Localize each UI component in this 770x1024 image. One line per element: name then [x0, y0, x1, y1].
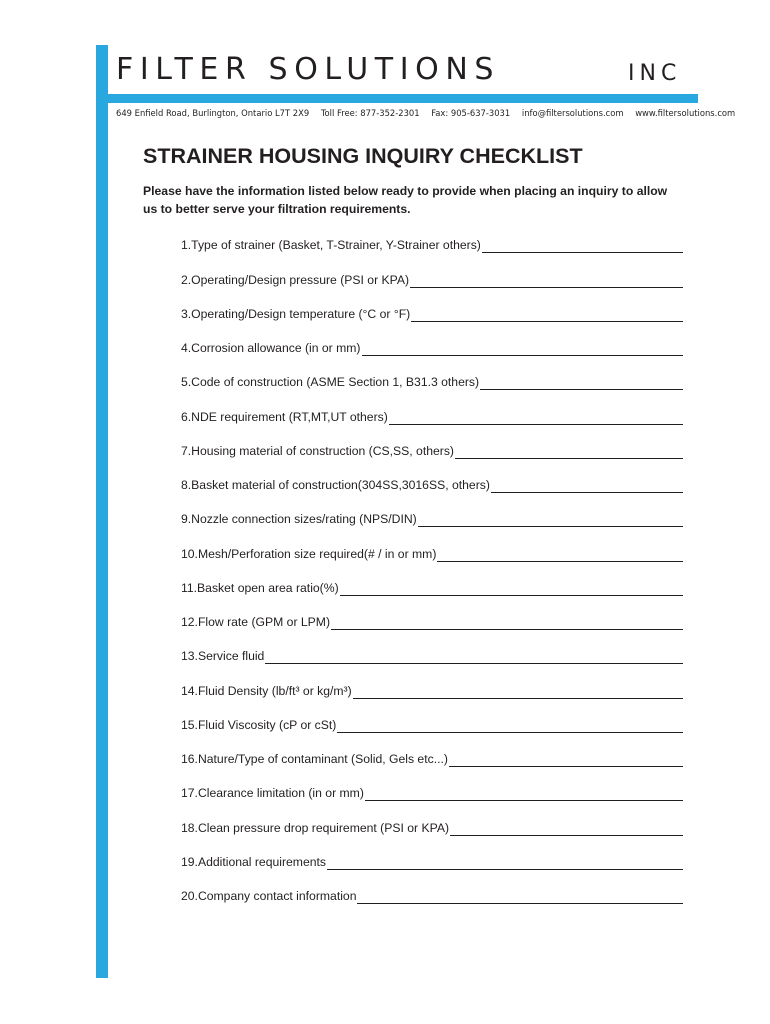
item-number: 5.	[181, 375, 192, 390]
checklist-item	[181, 751, 683, 785]
item-label: Operating/Design pressure (PSI or KPA)	[191, 272, 410, 287]
item-number: 11.	[181, 580, 198, 595]
answer-line[interactable]	[389, 412, 683, 425]
website: www.filtersolutions.com	[635, 108, 736, 118]
answer-line[interactable]	[437, 549, 683, 562]
answer-line[interactable]	[362, 343, 684, 356]
item-label: Nature/Type of contaminant (Solid, Gels etc...)	[197, 752, 448, 766]
item-number: 2.	[181, 272, 192, 287]
item-label: NDE requirement (RT,MT,UT others)	[191, 409, 388, 424]
checklist-item	[181, 545, 683, 579]
address: 649 Enfield Road, Burlington, Ontario L7T 2X9	[116, 108, 310, 118]
checklist-item	[181, 854, 683, 888]
item-label: Basket open area ratio(%)	[197, 580, 339, 595]
item-number: 14.	[181, 683, 198, 698]
answer-line[interactable]	[353, 686, 683, 699]
item-label: Clearance limitation (in or mm)	[197, 786, 364, 801]
answer-line[interactable]	[418, 514, 683, 527]
item-number: 3.	[181, 306, 192, 321]
item-number: 16.	[181, 752, 198, 766]
item-number: 15.	[181, 717, 198, 732]
checklist-item	[181, 443, 683, 477]
toll-free: Toll Free: 877-352-2301	[320, 108, 420, 118]
item-number: 9.	[181, 512, 192, 527]
contact-line	[116, 106, 735, 120]
checklist-item	[181, 819, 683, 853]
checklist-item	[181, 306, 683, 340]
answer-line[interactable]	[340, 583, 683, 596]
checklist-item	[181, 785, 683, 819]
answer-line[interactable]	[410, 275, 683, 288]
item-number: 17.	[181, 786, 198, 801]
item-label: Fluid Viscosity (cP or cSt)	[197, 717, 337, 732]
checklist-item	[181, 648, 683, 682]
checklist-item	[181, 340, 683, 374]
item-label: Type of strainer (Basket, T-Strainer, Y-Strainer others)	[191, 238, 481, 253]
checklist-item	[181, 614, 683, 648]
item-label: Flow rate (GPM or LPM)	[197, 615, 331, 629]
answer-line[interactable]	[449, 754, 683, 767]
item-label: Service fluid	[197, 649, 265, 664]
email: info@filtersolutions.com	[521, 108, 624, 118]
checklist	[181, 237, 683, 922]
item-number: 19.	[181, 854, 198, 869]
company-logo-suffix: INC	[628, 61, 682, 86]
item-number: 8.	[181, 478, 192, 492]
item-label: Clean pressure drop requirement (PSI or KPA)	[197, 820, 450, 835]
answer-line[interactable]	[331, 617, 683, 630]
item-number: 20.	[181, 889, 198, 903]
checklist-item	[181, 717, 683, 751]
answer-line[interactable]	[265, 651, 683, 664]
checklist-item	[181, 237, 683, 271]
answer-line[interactable]	[357, 891, 683, 904]
checklist-item	[181, 511, 683, 545]
checklist-item	[181, 580, 683, 614]
checklist-item	[181, 408, 683, 442]
item-label: Operating/Design temperature (°C or °F)	[191, 306, 411, 321]
answer-line[interactable]	[365, 788, 683, 801]
item-label: Corrosion allowance (in or mm)	[191, 341, 361, 355]
accent-bar-horizontal	[96, 94, 698, 103]
answer-line[interactable]	[491, 480, 683, 493]
item-number: 6.	[181, 409, 192, 424]
item-label: Fluid Density (lb/ft³ or kg/m³)	[197, 683, 352, 698]
item-number: 18.	[181, 820, 198, 835]
item-number: 4.	[181, 341, 192, 355]
answer-line[interactable]	[482, 240, 683, 253]
checklist-item	[181, 682, 683, 716]
answer-line[interactable]	[327, 857, 683, 870]
checklist-item	[181, 271, 683, 305]
checklist-item	[181, 477, 683, 511]
accent-bar-vertical	[96, 45, 108, 978]
answer-line[interactable]	[337, 720, 683, 733]
item-label: Housing material of construction (CS,SS, others)	[191, 443, 454, 458]
answer-line[interactable]	[411, 309, 683, 322]
item-label: Nozzle connection sizes/rating (NPS/DIN)	[191, 512, 417, 527]
company-logo: FILTER SOLUTIONS	[116, 52, 501, 87]
item-label: Basket material of construction(304SS,3016SS, others)	[191, 478, 490, 492]
page-title: STRAINER HOUSING INQUIRY CHECKLIST	[143, 144, 583, 168]
item-label: Additional requirements	[197, 854, 326, 869]
item-label: Code of construction (ASME Section 1, B31.3 others)	[191, 375, 480, 390]
item-number: 7.	[181, 443, 192, 458]
answer-line[interactable]	[480, 377, 683, 390]
intro-text: Please have the information listed below ready to provide when placing an inquiry to allow us to better serve your filtration requirements.	[143, 184, 668, 216]
item-number: 13.	[181, 649, 198, 664]
item-label: Company contact information	[197, 889, 357, 903]
item-number: 1.	[181, 238, 192, 253]
checklist-item	[181, 888, 683, 922]
item-label: Mesh/Perforation size required(# / in or mm)	[197, 546, 437, 561]
fax: Fax: 905-637-3031	[431, 108, 511, 118]
answer-line[interactable]	[455, 446, 683, 459]
answer-line[interactable]	[450, 823, 683, 836]
item-number: 12.	[181, 615, 198, 629]
checklist-item	[181, 374, 683, 408]
item-number: 10.	[181, 546, 198, 561]
